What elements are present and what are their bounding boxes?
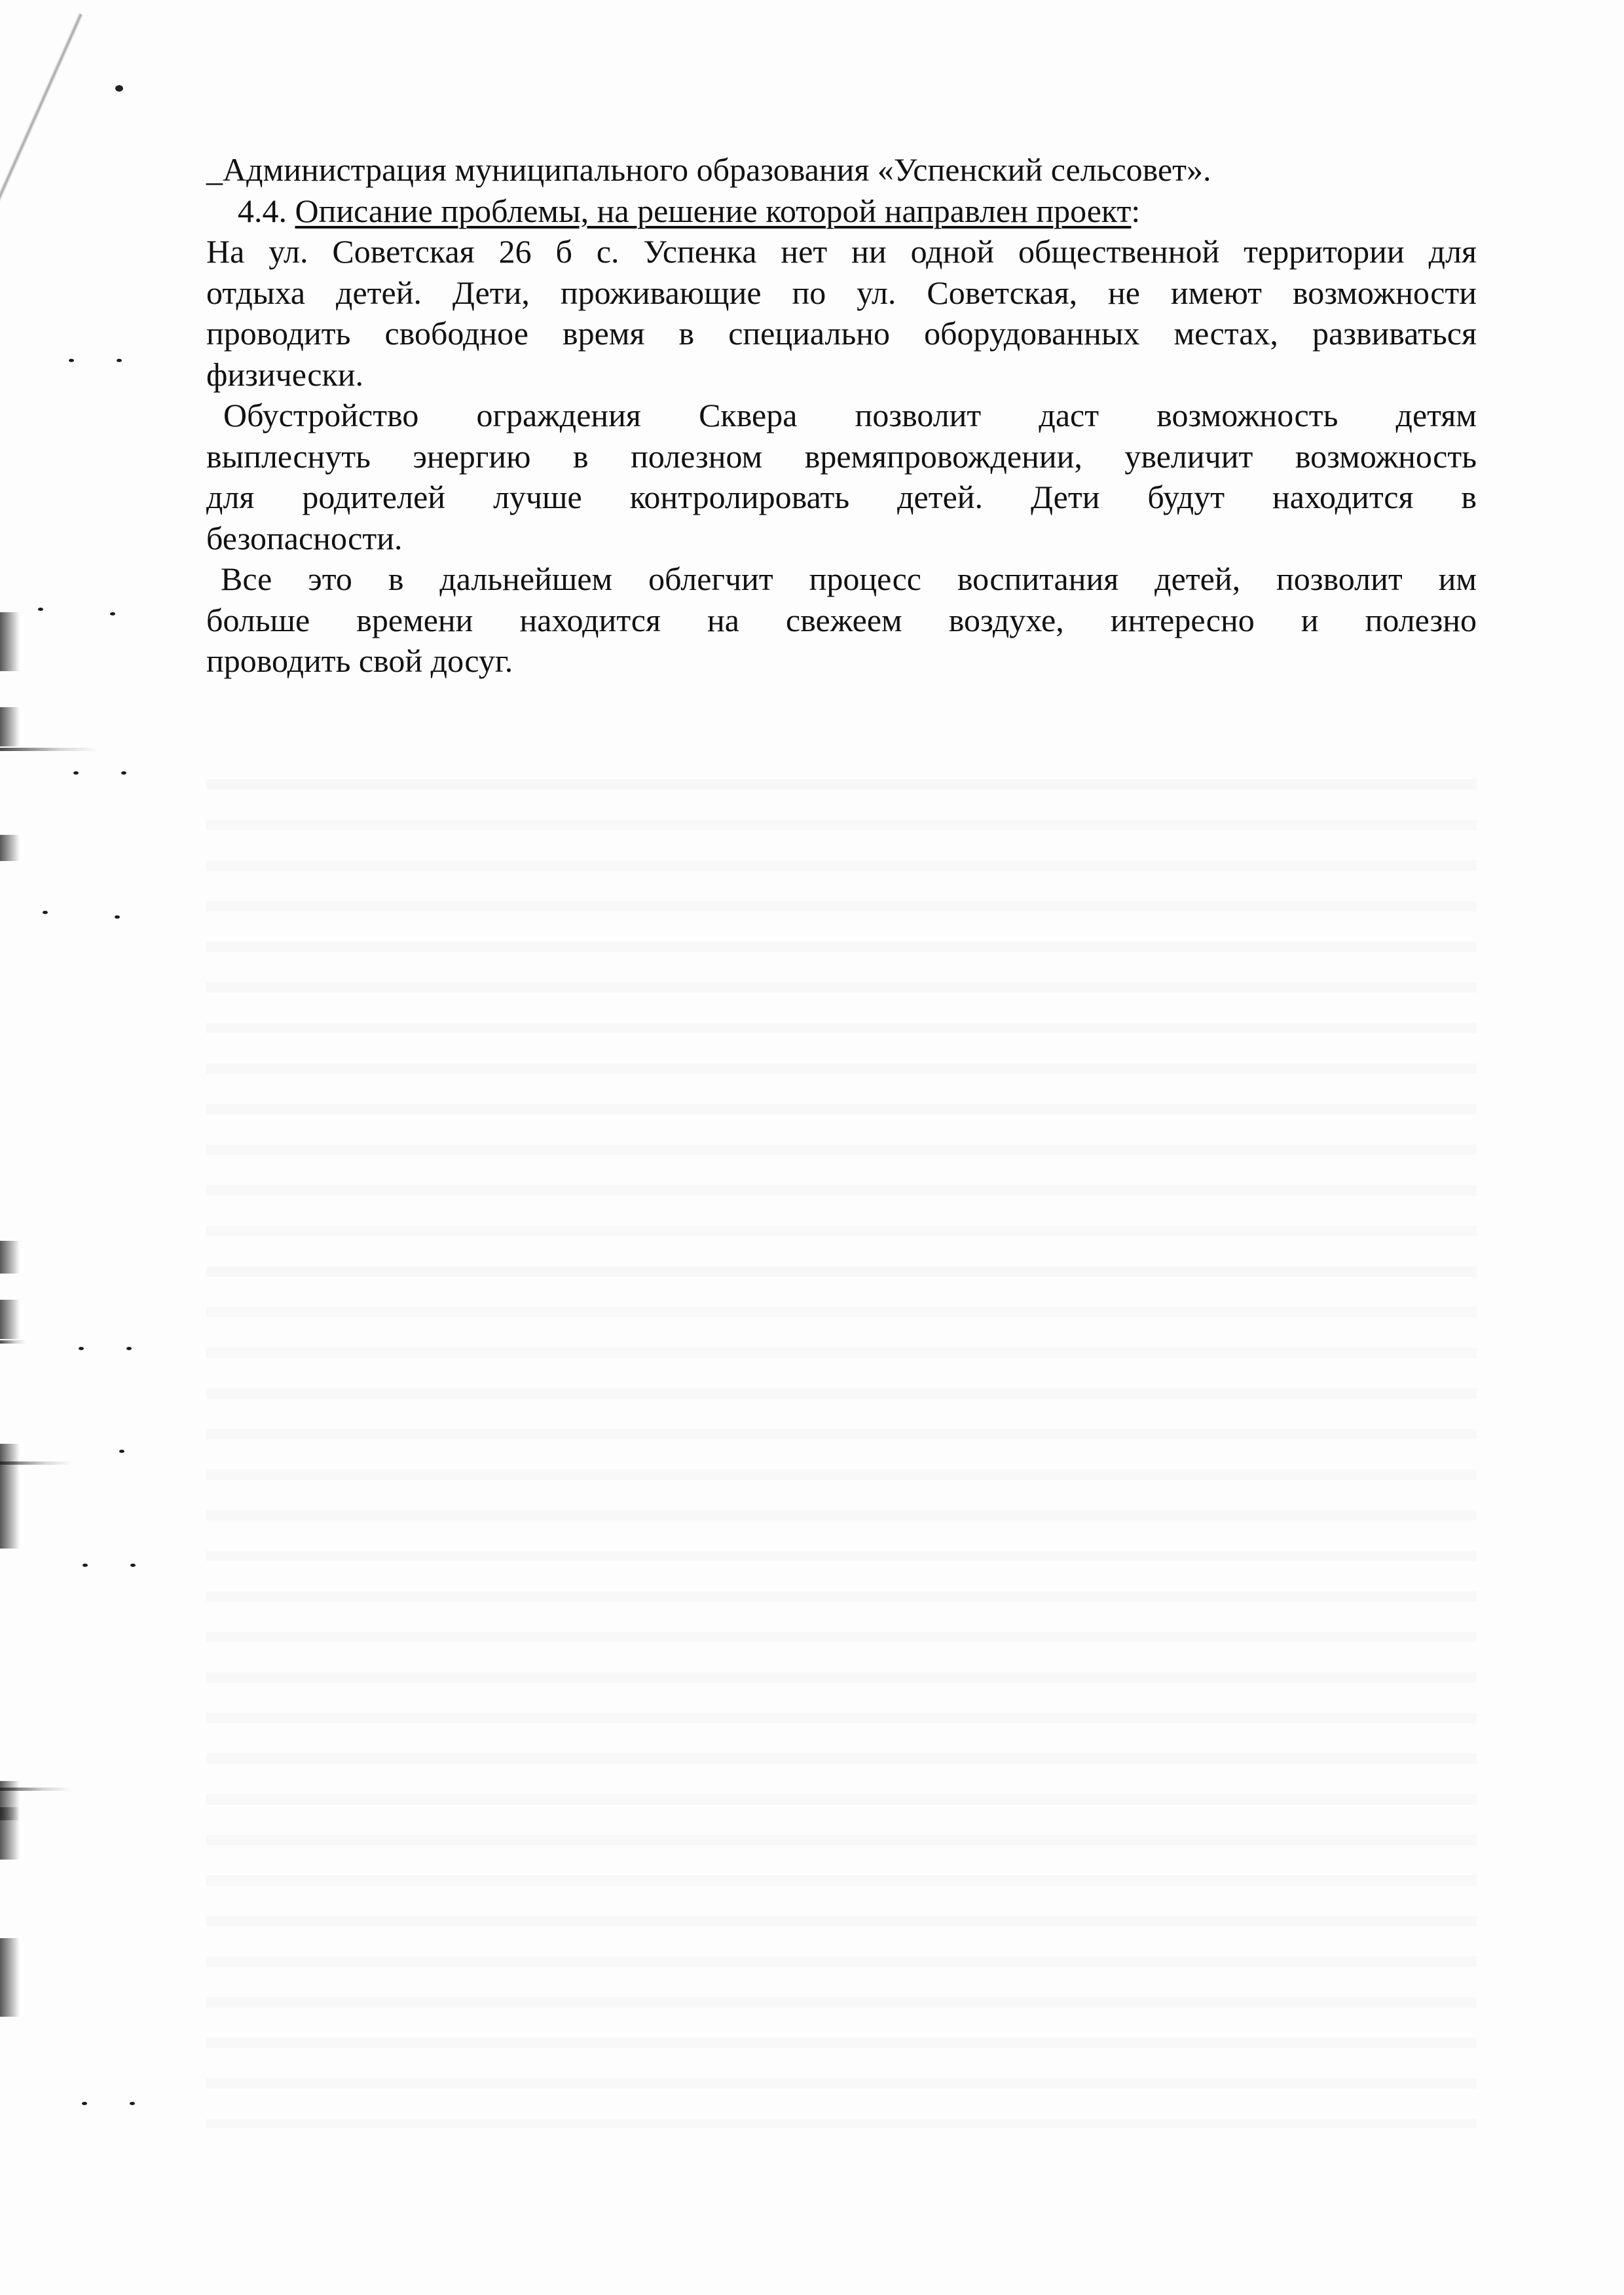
scan-edge-smudge (0, 1807, 20, 1860)
scan-speck (119, 1450, 124, 1453)
scan-speck (115, 85, 123, 92)
paragraph-line: для родителей лучше контролировать детей. Дети будут находится в (206, 479, 1477, 515)
paragraph-line: проводить свой досуг. (206, 642, 513, 679)
scan-edge-streak (0, 1461, 72, 1465)
paragraph-line: безопасности. (206, 519, 403, 557)
scan-speck (117, 359, 122, 362)
section-title-colon: : (1131, 192, 1141, 229)
paragraph-line: выплеснуть энергию в полезном времяпровождении, увеличит возможность (206, 437, 1477, 475)
paragraph-line: На ул. Советская 26 б с. Успенка нет ни одной общественной территории для (206, 233, 1477, 270)
scan-speck (83, 1564, 88, 1567)
scan-speck (82, 2102, 87, 2105)
scan-speck (115, 915, 120, 919)
scan-edge-smudge (0, 707, 20, 746)
scan-edge-smudge (0, 1444, 20, 1549)
paragraph-fence-benefit (206, 395, 1477, 559)
scan-edge-streak (0, 1340, 26, 1344)
scan-edge-smudge (0, 1938, 20, 2017)
scan-edge-smudge (0, 1300, 20, 1339)
scan-speck (121, 771, 126, 775)
paragraph-problem (206, 231, 1477, 395)
show-through-text (206, 753, 1477, 2128)
scan-crease-line (0, 13, 83, 350)
paragraph-line: больше времени находится на свежеем воздухе, интересно и полезно (206, 601, 1477, 638)
scan-speck (79, 1347, 84, 1350)
scan-speck (130, 2102, 135, 2105)
scan-speck (73, 771, 79, 775)
paragraph-conclusion (206, 559, 1477, 682)
scan-edge-streak (0, 1788, 72, 1791)
scan-edge-streak (0, 748, 98, 751)
scan-speck (43, 911, 48, 914)
scan-speck (130, 1564, 136, 1567)
scan-edge-smudge (0, 835, 20, 861)
scan-speck (110, 612, 115, 615)
document-body (206, 149, 1477, 682)
section-title: Описание проблемы, на решение которой направлен проект (295, 192, 1132, 229)
paragraph-line: проводить свободное время в специально оборудованных местах, развиваться (206, 315, 1477, 352)
organization-line: _Администрация муниципального образования «Успенский сельсовет». (206, 151, 1211, 188)
paragraph-line: отдыха детей. Дети, проживающие по ул. Советская, не имеют возможности (206, 274, 1477, 311)
scan-speck (69, 359, 74, 362)
section-heading (206, 191, 1477, 232)
scan-edge-smudge (0, 612, 20, 671)
paragraph-line: Все это в дальнейшем облегчит процесс воспитания детей, позволит им (221, 560, 1477, 597)
section-number: 4.4. (238, 192, 287, 229)
scan-speck (126, 1347, 132, 1350)
scan-speck (38, 608, 43, 611)
paragraph-line: Обустройство ограждения Сквера позволит даст возможность детям (223, 397, 1477, 433)
scan-edge-smudge (0, 1241, 20, 1274)
paragraph-line: физически. (206, 356, 363, 393)
